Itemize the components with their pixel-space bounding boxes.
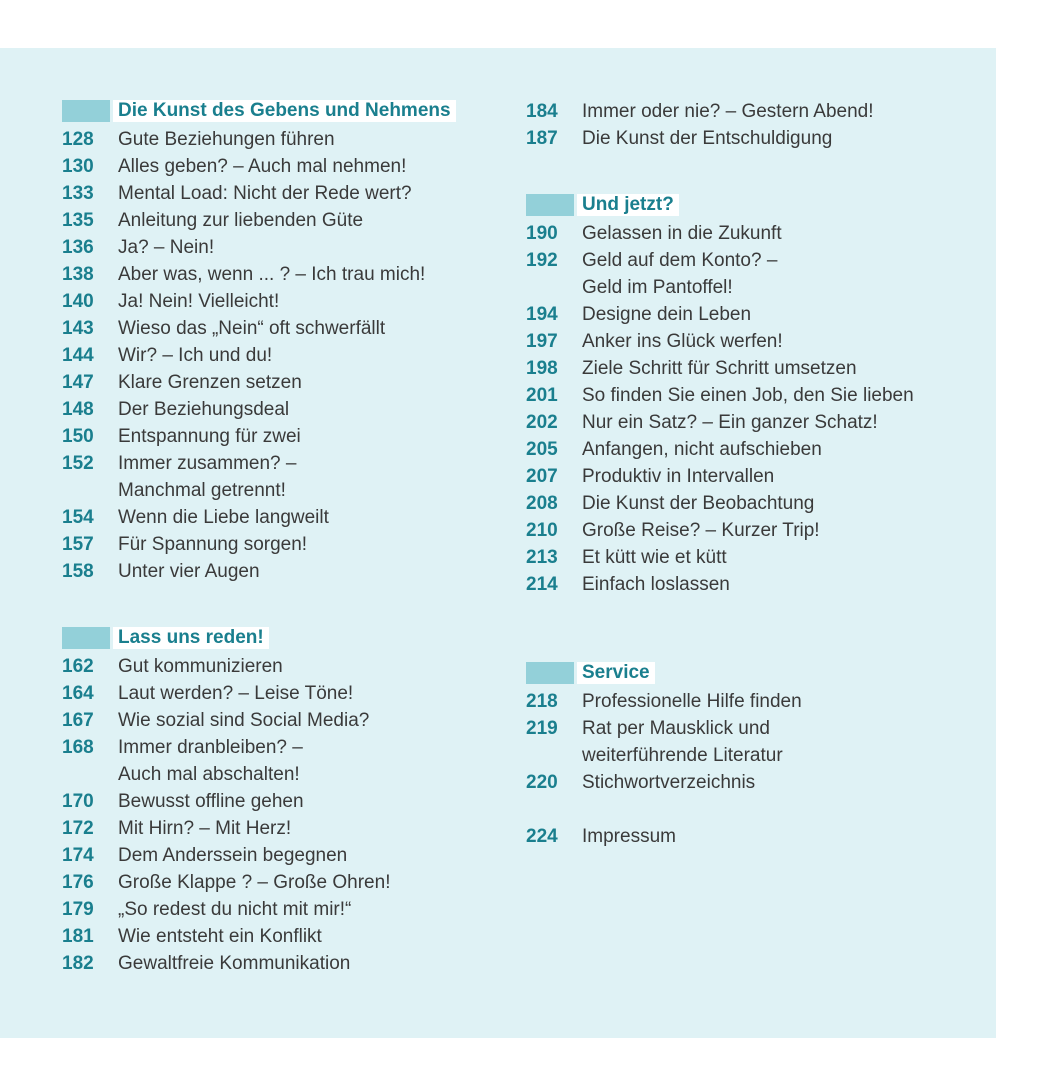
entry-title: Immer dranbleiben? – Auch mal abschalten! (118, 737, 303, 785)
section-header (62, 625, 502, 649)
entry-title: Einfach loslassen (582, 574, 730, 595)
entry-title: Die Kunst der Entschuldigung (582, 128, 833, 149)
toc-entry (62, 815, 502, 842)
page-number: 136 (62, 237, 94, 258)
toc-entry (526, 490, 986, 517)
entry-title: Laut werden? – Leise Töne! (118, 683, 354, 704)
page-number: 198 (526, 358, 558, 379)
entry-title: Impressum (582, 826, 676, 847)
toc-entry (526, 125, 986, 152)
toc-entry (62, 423, 502, 450)
page-number: 150 (62, 426, 94, 447)
section-entries (526, 98, 986, 152)
page-number: 184 (526, 101, 558, 122)
toc-entry (526, 571, 986, 598)
section-entries (62, 653, 502, 977)
entry-title: Anfangen, nicht aufschieben (582, 439, 822, 460)
section-title: Lass uns reden! (113, 627, 269, 649)
entry-title: Stichwortverzeichnis (582, 772, 756, 793)
toc-entry (62, 504, 502, 531)
toc-entry (526, 409, 986, 436)
entry-title: Aber was, wenn ... ? – Ich trau mich! (118, 264, 426, 285)
entry-title: Produktiv in Intervallen (582, 466, 775, 487)
section-header (62, 98, 502, 122)
page-number: 213 (526, 547, 558, 568)
page-number: 218 (526, 691, 558, 712)
toc-entry (62, 261, 502, 288)
page-number: 190 (526, 223, 558, 244)
page-number: 138 (62, 264, 94, 285)
toc-entry (62, 126, 502, 153)
toc-entry (62, 842, 502, 869)
page-number: 210 (526, 520, 558, 541)
toc-entry (62, 734, 502, 788)
page-number: 128 (62, 129, 94, 150)
page-number: 164 (62, 683, 94, 704)
page-number: 219 (526, 718, 558, 739)
page-number: 130 (62, 156, 94, 177)
page-number: 154 (62, 507, 94, 528)
page-number: 140 (62, 291, 94, 312)
page-number: 194 (526, 304, 558, 325)
section-swatch (526, 662, 574, 684)
entry-title: Ziele Schritt für Schritt umsetzen (582, 358, 857, 379)
section-entries (526, 220, 986, 598)
toc-entry (62, 707, 502, 734)
toc-entry (526, 463, 986, 490)
entry-title: Immer oder nie? – Gestern Abend! (582, 101, 874, 122)
page-number: 168 (62, 737, 94, 758)
page-number: 158 (62, 561, 94, 582)
page-number: 181 (62, 926, 94, 947)
page-number: 144 (62, 345, 94, 366)
page-number: 224 (526, 826, 558, 847)
toc-entry (62, 869, 502, 896)
toc-entry (526, 715, 986, 769)
toc-entry (62, 288, 502, 315)
toc-entry (62, 680, 502, 707)
toc-entry (62, 653, 502, 680)
page-number: 176 (62, 872, 94, 893)
section-header (526, 660, 986, 684)
toc-entry (526, 823, 986, 850)
page-number: 214 (526, 574, 558, 595)
section-swatch (62, 100, 110, 122)
toc-entry (526, 688, 986, 715)
page-number: 202 (526, 412, 558, 433)
toc-entry (62, 342, 502, 369)
entry-title: Professionelle Hilfe finden (582, 691, 802, 712)
section-title: Service (577, 662, 655, 684)
entry-title: Gewaltfreie Kommunikation (118, 953, 351, 974)
page-number: 133 (62, 183, 94, 204)
entry-title: So finden Sie einen Job, den Sie lieben (582, 385, 914, 406)
page-number: 170 (62, 791, 94, 812)
entry-title: Für Spannung sorgen! (118, 534, 308, 555)
entry-title: Große Reise? – Kurzer Trip! (582, 520, 820, 541)
entry-title: Bewusst offline gehen (118, 791, 304, 812)
toc-column-left (62, 98, 502, 977)
entry-title: Wir? – Ich und du! (118, 345, 273, 366)
entry-title: Große Klappe ? – Große Ohren! (118, 872, 391, 893)
toc-entry (526, 544, 986, 571)
page-number: 201 (526, 385, 558, 406)
entry-title: Immer zusammen? – Manchmal getrennt! (118, 453, 297, 501)
toc-entry (62, 531, 502, 558)
toc-entry (62, 788, 502, 815)
toc-entry (62, 450, 502, 504)
page-number: 147 (62, 372, 94, 393)
entry-title: Alles geben? – Auch mal nehmen! (118, 156, 407, 177)
entry-title: Ja? – Nein! (118, 237, 215, 258)
page-number: 167 (62, 710, 94, 731)
section-entries (62, 126, 502, 585)
toc-entry (62, 180, 502, 207)
page-number: 172 (62, 818, 94, 839)
page-number: 135 (62, 210, 94, 231)
toc-entry (526, 355, 986, 382)
toc-entry (526, 328, 986, 355)
toc-entry (526, 98, 986, 125)
page-number: 197 (526, 331, 558, 352)
entry-title: Anleitung zur liebenden Güte (118, 210, 364, 231)
page-number: 174 (62, 845, 94, 866)
entry-title: Dem Anderssein begegnen (118, 845, 348, 866)
entry-title: Unter vier Augen (118, 561, 260, 582)
page-number: 220 (526, 772, 558, 793)
toc-entry (526, 382, 986, 409)
page-number: 157 (62, 534, 94, 555)
entry-title: Mit Hirn? – Mit Herz! (118, 818, 292, 839)
entry-title: Mental Load: Nicht der Rede wert? (118, 183, 412, 204)
entry-title: Geld auf dem Konto? – Geld im Pantoffel! (582, 250, 778, 298)
entry-title: Wie entsteht ein Konflikt (118, 926, 322, 947)
entry-title: Entspannung für zwei (118, 426, 301, 447)
section-swatch (526, 194, 574, 216)
toc-entry (526, 517, 986, 544)
page-number: 148 (62, 399, 94, 420)
entry-title: Gelassen in die Zukunft (582, 223, 782, 244)
toc-entry (526, 301, 986, 328)
entry-title: Designe dein Leben (582, 304, 752, 325)
page-number: 192 (526, 250, 558, 271)
entry-title: Gut kommunizieren (118, 656, 283, 677)
toc-entry (62, 153, 502, 180)
page-number: 162 (62, 656, 94, 677)
toc-entry (62, 315, 502, 342)
entry-title: Wenn die Liebe langweilt (118, 507, 329, 528)
section-entries (526, 823, 986, 850)
page-number: 179 (62, 899, 94, 920)
page-number: 182 (62, 953, 94, 974)
page-number: 152 (62, 453, 94, 474)
entry-title: Ja! Nein! Vielleicht! (118, 291, 280, 312)
entry-title: Wie sozial sind Social Media? (118, 710, 370, 731)
page-number: 207 (526, 466, 558, 487)
entry-title: Nur ein Satz? – Ein ganzer Schatz! (582, 412, 878, 433)
toc-entry (62, 950, 502, 977)
toc-entry (62, 923, 502, 950)
section-header (526, 192, 986, 216)
entry-title: Anker ins Glück werfen! (582, 331, 783, 352)
toc-entry (62, 234, 502, 261)
toc-entry (62, 558, 502, 585)
toc-entry (526, 220, 986, 247)
entry-title: Die Kunst der Beobachtung (582, 493, 815, 514)
toc-entry (526, 247, 986, 301)
entry-title: Der Beziehungsdeal (118, 399, 290, 420)
toc-entry (62, 896, 502, 923)
page-number: 187 (526, 128, 558, 149)
page-number: 208 (526, 493, 558, 514)
toc-entry (526, 436, 986, 463)
page-number: 143 (62, 318, 94, 339)
section-title: Und jetzt? (577, 194, 679, 216)
toc-entry (62, 396, 502, 423)
toc-column-right (526, 98, 986, 850)
page-number: 205 (526, 439, 558, 460)
entry-title: Wieso das „Nein“ oft schwerfällt (118, 318, 386, 339)
entry-title: Klare Grenzen setzen (118, 372, 302, 393)
entry-title: „So redest du nicht mit mir!“ (118, 899, 352, 920)
toc-entry (62, 369, 502, 396)
entry-title: Gute Beziehungen führen (118, 129, 335, 150)
entry-title: Rat per Mausklick und weiterführende Literatur (582, 718, 783, 766)
toc-entry (62, 207, 502, 234)
section-entries (526, 688, 986, 796)
section-title: Die Kunst des Gebens und Nehmens (113, 100, 456, 122)
entry-title: Et kütt wie et kütt (582, 547, 727, 568)
section-swatch (62, 627, 110, 649)
toc-entry (526, 769, 986, 796)
